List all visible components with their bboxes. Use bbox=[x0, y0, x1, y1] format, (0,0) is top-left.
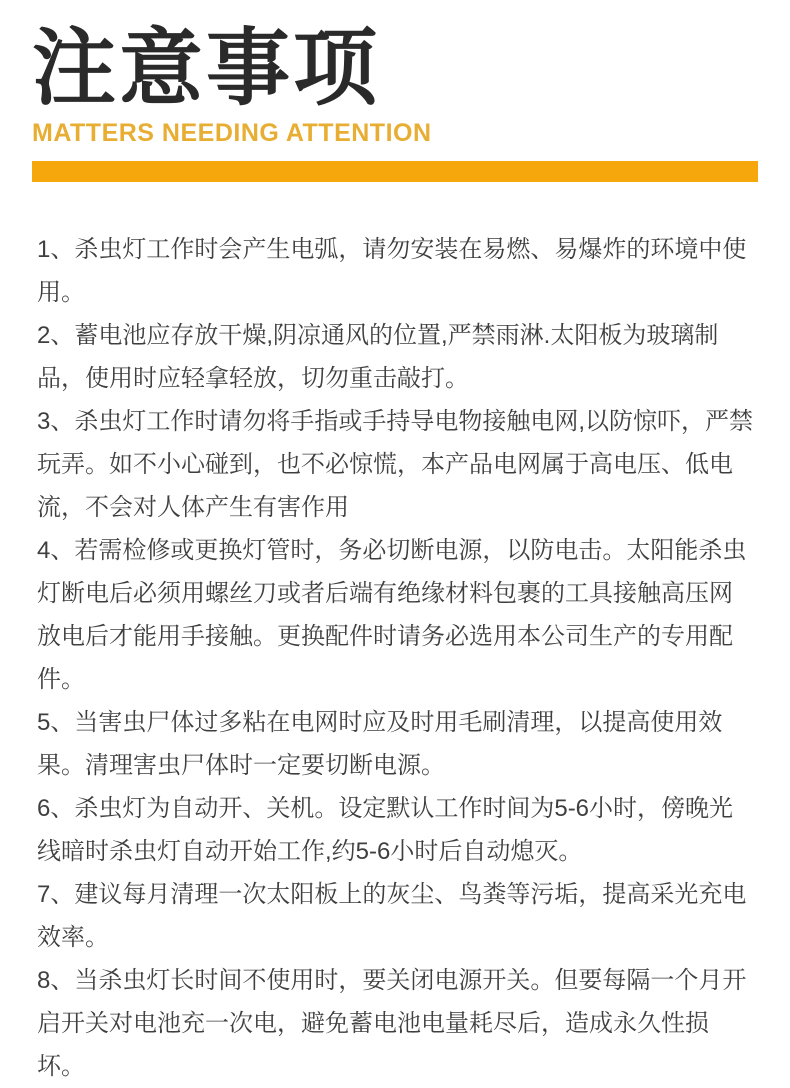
page-subtitle: MATTERS NEEDING ATTENTION bbox=[32, 118, 432, 147]
notice-item-1: 1、杀虫灯工作时会产生电弧，请勿安装在易燃、易爆炸的环境中使用。 bbox=[37, 235, 747, 306]
notice-item-6: 6、杀虫灯为自动开、关机。设定默认工作时间为5-6小时，傍晚光线暗时杀虫灯自动开始工作,约5-6小时后自动熄灭。 bbox=[37, 794, 734, 865]
notice-item-5: 5、当害虫尸体过多粘在电网时应及时用毛刷清理，以提高使用效果。清理害虫尸体时一定要切断电源。 bbox=[37, 708, 723, 779]
notice-item-4: 4、若需检修或更换灯管时，务必切断电源，以防电击。太阳能杀虫灯断电后必须用螺丝刀或者后端有绝缘材料包裹的工具接触高压网放电后才能用手接触。更换配件时请务必选用本公司生产的专用配件。 bbox=[37, 536, 747, 693]
page-title: 注意事项 bbox=[32, 21, 381, 115]
accent-divider-bar bbox=[32, 161, 758, 182]
notice-item-3: 3、杀虫灯工作时请勿将手指或手持导电物接触电网,以防惊吓，严禁玩弄。如不小心碰到，也不必惊慌，本产品电网属于高电压、低电流，不会对人体产生有害作用 bbox=[37, 407, 754, 521]
notice-item-7: 7、建议每月清理一次太阳板上的灰尘、鸟粪等污垢，提高采光充电效率。 bbox=[37, 880, 747, 951]
notice-item-2: 2、蓄电池应存放干燥,阴凉通风的位置,严禁雨淋.太阳板为玻璃制品，使用时应轻拿轻放，切勿重击敲打。 bbox=[37, 321, 719, 392]
notices-list bbox=[32, 228, 758, 1088]
notice-item-8: 8、当杀虫灯长时间不使用时，要关闭电源开关。但要每隔一个月开启开关对电池充一次电，避免蓄电池电量耗尽后，造成永久性损坏。 bbox=[37, 966, 747, 1080]
